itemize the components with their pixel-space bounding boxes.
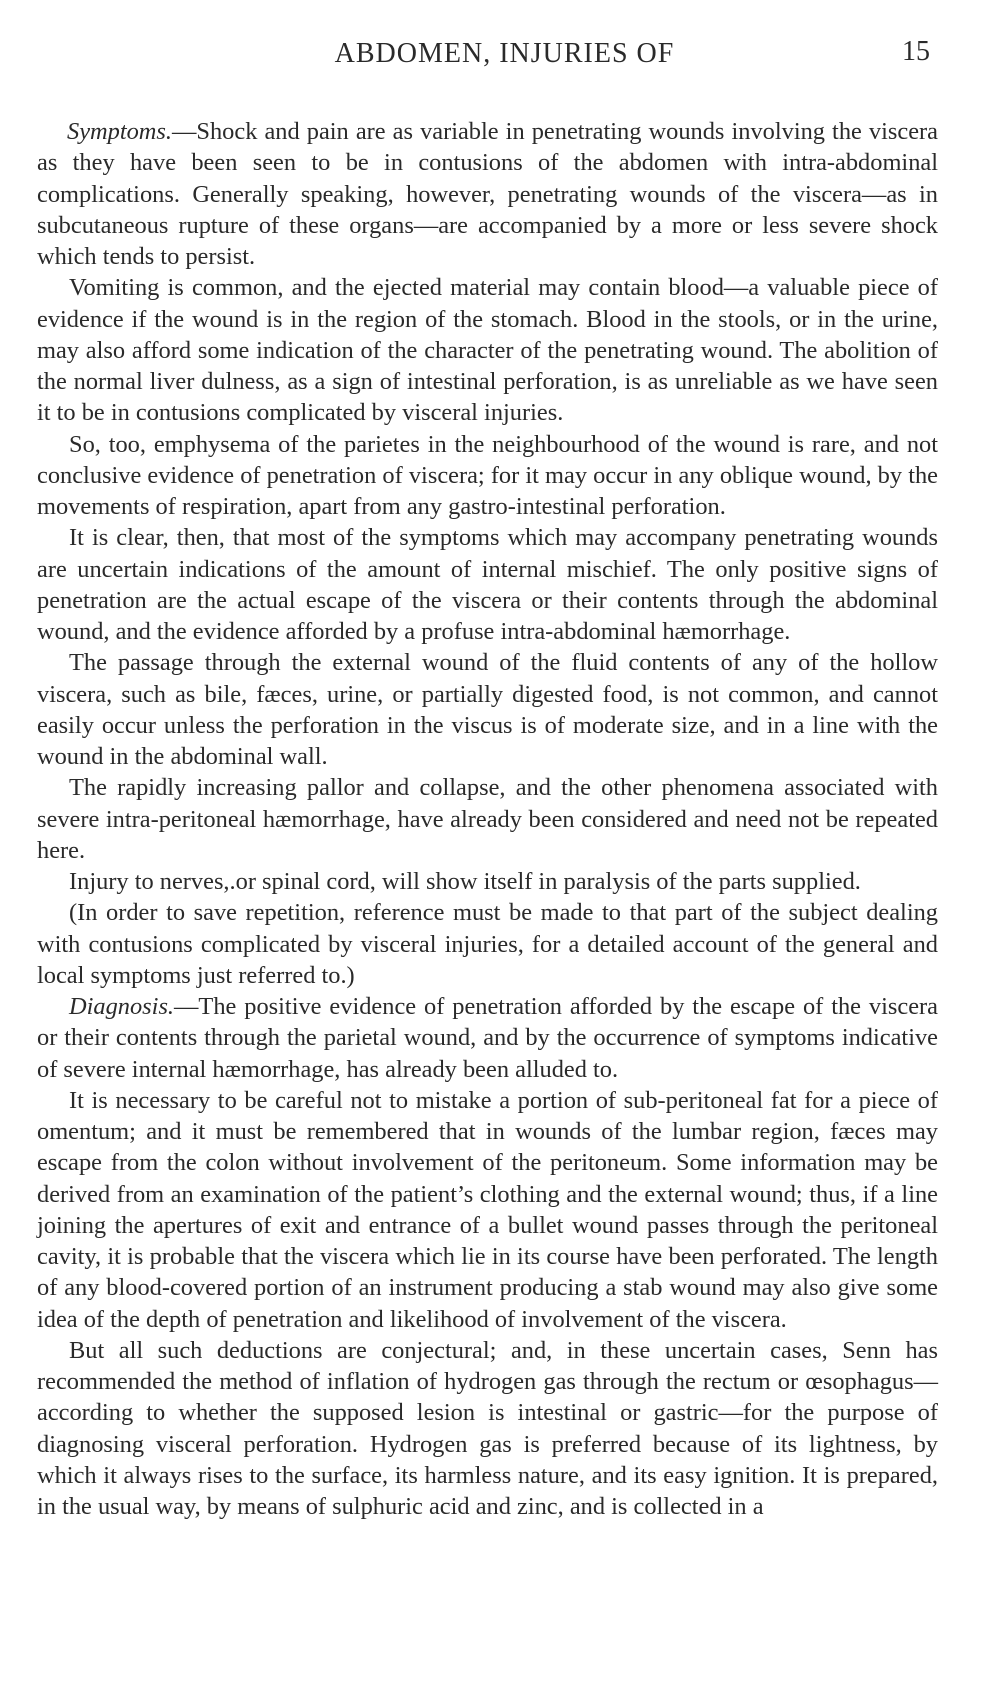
paragraph-symptoms xyxy=(37,116,938,272)
paragraph xyxy=(37,772,938,866)
paragraph xyxy=(37,866,938,897)
paragraph xyxy=(37,429,938,523)
paragraph xyxy=(37,272,938,428)
paragraph-diagnosis xyxy=(37,991,938,1085)
body-text xyxy=(37,116,938,1522)
page-number: 15 xyxy=(902,36,930,67)
section-lead-diagnosis: Diagnosis. xyxy=(69,993,175,1020)
paragraph-text: The passage through the external wound of the fluid contents of any of the hollow viscera, such as bile, fæces, urine, or partially digested food, is not common, and cannot easily occur unless the perforation in the viscus is of moderate size, and in a line with the wound in the abdominal wall. xyxy=(37,649,938,770)
paragraph xyxy=(37,897,938,991)
paragraph xyxy=(37,1335,938,1523)
paragraph xyxy=(37,522,938,647)
paragraph-text: It is clear, then, that most of the symptoms which may accompany penetrating wounds are uncertain indications of the amount of internal mischief. The only positive signs of penetration are the actual escape of the viscera or their contents through the abdominal wound, and the evidence afforded by a profuse intra-abdominal hæmorrhage. xyxy=(37,524,938,645)
paragraph-text: It is necessary to be careful not to mistake a portion of sub-peritoneal fat for a piece of omentum; and it must be remembered that in wounds of the lumbar region, fæces may escape from the colon without involvement of the peritoneum. Some information may be derived from an examination of the patient’s clothing and the external wound; thus, if a line joining the apertures of exit and entrance of a bullet wound passes through the peritoneal cavity, it is probable that the viscera which lie in its course have been perforated. The length of any blood-covered portion of an instrument producing a stab wound may also give some idea of the depth of penetration and likelihood of involvement of the viscera. xyxy=(37,1086,938,1333)
running-title: ABDOMEN, INJURIES OF xyxy=(334,38,675,69)
section-lead-symptoms: Symptoms. xyxy=(67,118,173,145)
paragraph-text: But all such deductions are conjectural; and, in these uncertain cases, Senn has recommended the method of inflation of hydrogen gas through the rectum or œsophagus—according to whether the supposed lesion is intestinal or gastric—for the purpose of diagnosing visceral perforation. Hydrogen gas is preferred because of its lightness, by which it always rises to the surface, its harmless nature, and its easy ignition. It is prepared, in the usual way, by means of sulphuric acid and zinc, and is collected in a xyxy=(37,1336,938,1520)
paragraph-text: Vomiting is common, and the ejected material may contain blood—a valuable piece of evidence if the wound is in the region of the stomach. Blood in the stools, or in the urine, may also afford some indication of the character of the penetrating wound. The abolition of the normal liver dulness, as a sign of intestinal perforation, is as unreliable as we have seen it to be in contusions complicated by visceral injuries. xyxy=(37,274,938,427)
paragraph-text: —The positive evidence of penetration afforded by the escape of the viscera or their contents through the parietal wound, and by the occurrence of symptoms indicative of severe internal hæmorrhage, has already been alluded to. xyxy=(37,993,938,1083)
paragraph-text: —Shock and pain are as variable in penetrating wounds involving the viscera as they have been seen to be in contusions of the abdomen with intra-abdominal complications. Generally speaking, however, penetrating wounds of the viscera—as in subcutaneous rupture of these organs—are accompanied by a more or less severe shock which tends to persist. xyxy=(37,118,938,270)
paragraph-text: So, too, emphysema of the parietes in the neighbourhood of the wound is rare, and not conclusive evidence of penetration of viscera; for it may occur in any oblique wound, by the movements of respiration, apart from any gastro-intestinal perforation. xyxy=(37,430,938,520)
paragraph-text: (In order to save repetition, reference must be made to that part of the subject dealing with contusions complicated by visceral injuries, for a detailed account of the general and local symptoms just referred to.) xyxy=(37,899,938,989)
paragraph xyxy=(37,1085,938,1335)
running-header xyxy=(37,32,938,72)
paragraph-text: Injury to nerves,.or spinal cord, will show itself in paralysis of the parts supplied. xyxy=(69,868,861,895)
paragraph-text: The rapidly increasing pallor and collapse, and the other phenomena associated with severe intra-peritoneal hæmorrhage, have already been considered and need not be repeated here. xyxy=(37,774,938,864)
paragraph xyxy=(37,647,938,772)
